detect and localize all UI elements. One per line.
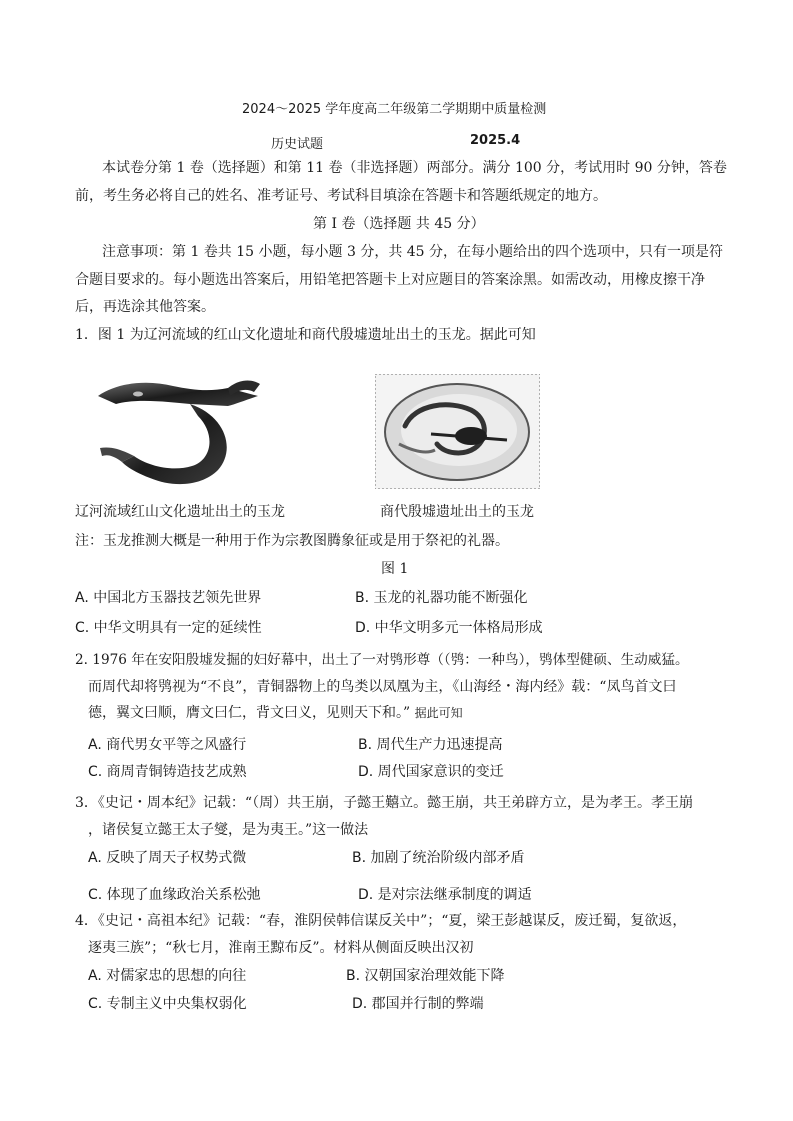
- notice-line-3: 后，再选涂其他答案。: [75, 299, 215, 315]
- q1-option-d: D. 中华文明多元一体格局形成: [355, 620, 543, 636]
- q3-option-a: A. 反映了周天子权势式微: [88, 850, 247, 866]
- intro-line-1: 本试卷分第 1 卷（选择题）和第 11 卷（非选择题）两部分。满分 100 分，考试用时 90 分钟，答卷: [102, 160, 727, 176]
- q2-line-3: [88, 703, 463, 723]
- q1-stem: 1．图 1 为辽河流域的红山文化遗址和商代殷墟遗址出土的玉龙。据此可知: [75, 327, 536, 343]
- q2-option-d: D. 周代国家意识的变迁: [358, 764, 504, 780]
- q2-option-b: B. 周代生产力迅速提高: [358, 737, 503, 753]
- q4-option-d: D. 郡国并行制的弊端: [352, 996, 484, 1012]
- q4-option-c: C. 专制主义中央集权弱化: [88, 996, 247, 1012]
- figure-label: 图 1: [381, 561, 409, 577]
- q2-line-2: 而周代却将鸮视为“不良”，青铜器物上的鸟类以凤凰为主，《山海经・海内经》载：“凤鸟首文曰: [88, 679, 677, 695]
- exam-subject: 历史试题: [271, 137, 324, 152]
- figure-caption-left: 辽河流域红山文化遗址出土的玉龙: [75, 504, 285, 520]
- hongshan-jade-dragon-image: [78, 370, 268, 492]
- notice-line-1: 注意事项：第 1 卷共 15 小题，每小题 3 分，共 45 分，在每小题给出的四个选项中，只有一项是符: [102, 244, 724, 260]
- figure-caption-right: 商代殷墟遗址出土的玉龙: [380, 504, 534, 520]
- exam-date: 2025.4: [470, 133, 521, 148]
- q1-option-c: C. 中华文明具有一定的延续性: [75, 620, 262, 636]
- q2-line-1: 2. 1976 年在安阳殷墟发掘的妇好幕中，出土了一对鸮形尊（（鸮：一种鸟），鸮体型健硕、生动威猛。: [75, 652, 689, 668]
- q1-option-b: B. 玉龙的礼器功能不断强化: [355, 590, 528, 606]
- q2-line-3-tail: 据此可知: [414, 706, 463, 720]
- yinxu-jade-dragon-image: [375, 374, 540, 489]
- section-title: 第 I 卷（选择题 共 45 分）: [313, 216, 485, 232]
- q2-option-c: C. 商周青铜铸造技艺成熟: [88, 764, 247, 780]
- q3-option-d: D. 是对宗法继承制度的调适: [358, 887, 532, 903]
- q1-option-a: A. 中国北方玉器技艺领先世界: [75, 590, 262, 606]
- notice-line-2: 合题目要求的。每小题选出答案后，用铅笔把答题卡上对应题目的答案涂黑。如需改动，用橡皮擦干净: [75, 272, 705, 288]
- exam-title: 2024～2025 学年度高二年级第二学期期中质量检测: [242, 102, 547, 117]
- q4-option-b: B. 汉朝国家治理效能下降: [346, 968, 505, 984]
- q3-option-c: C. 体现了血缘政治关系松弛: [88, 887, 261, 903]
- q3-line-2: ，诸侯复立懿王太子燮，是为夷王。”这一做法: [88, 822, 369, 838]
- q2-line-3-text: 德，翼文曰顺，膺文曰仁，背文曰义，见则天下和。”: [88, 705, 411, 721]
- q4-option-a: A. 对儒家忠的思想的向往: [88, 968, 247, 984]
- figure-note: 注：玉龙推测大概是一种用于作为宗教图腾象征或是用于祭祀的礼器。: [75, 533, 509, 549]
- q4-line-2: 逐夷三族”；“秋七月，淮南王黥布反”。材料从侧面反映出汉初: [88, 940, 474, 956]
- q4-line-1: 4．《史记・高祖本纪》记载：“春，淮阴侯韩信谋反关中”；“夏，梁王彭越谋反，废迁蜀，复欲返，: [75, 913, 687, 929]
- intro-line-2: 前，考生务必将自己的姓名、准考证号、考试科目填涂在答题卡和答题纸规定的地方。: [75, 188, 607, 204]
- q3-line-1: 3．《史记・周本纪》记载：“（周）共王崩，子懿王囏立。懿王崩，共王弟辟方立，是为孝王。孝王崩: [75, 795, 694, 811]
- q2-option-a: A. 商代男女平等之风盛行: [88, 737, 247, 753]
- q3-option-b: B. 加剧了统治阶级内部矛盾: [352, 850, 525, 866]
